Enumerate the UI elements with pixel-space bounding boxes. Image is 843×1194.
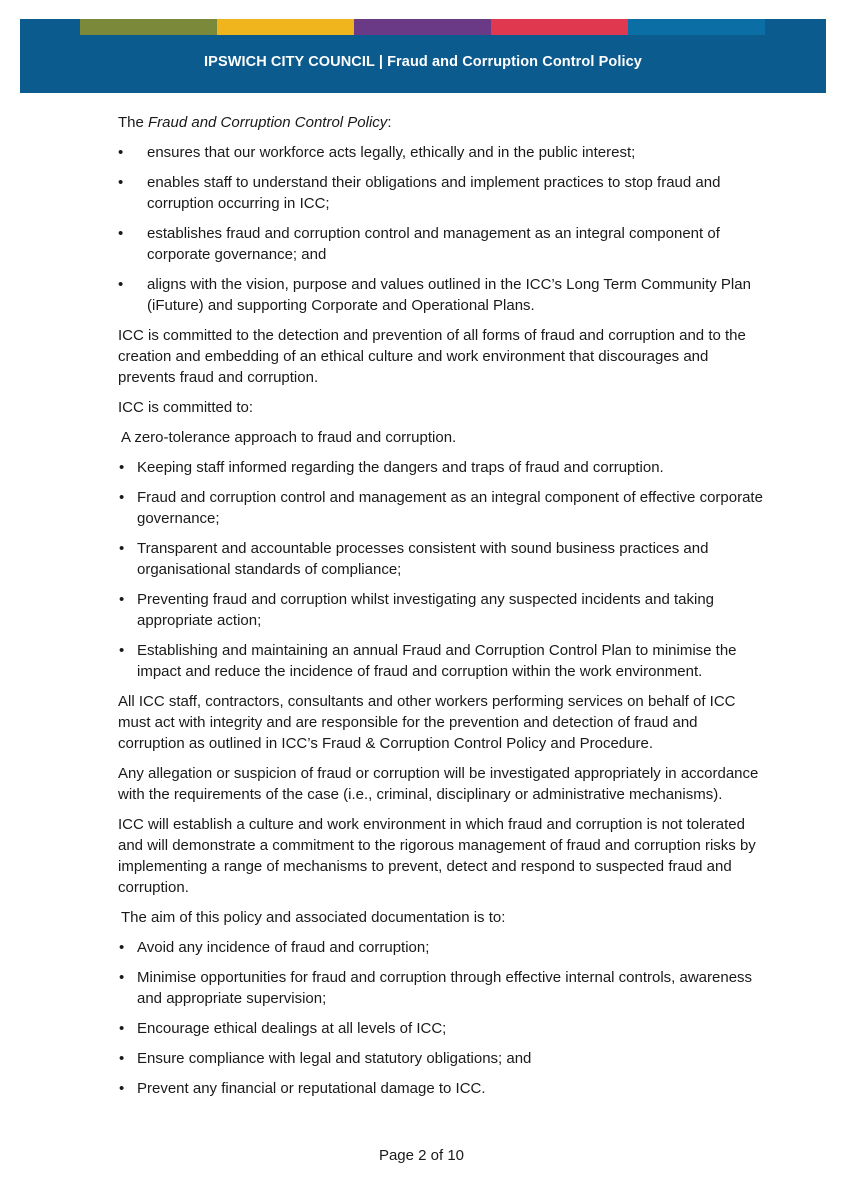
stripe-blue (628, 19, 765, 35)
page-number: Page 2 of 10 (378, 1147, 465, 1164)
list-item: • Prevent any financial or reputational damage to ICC. (118, 1078, 768, 1099)
commitment-bullet-list (118, 457, 768, 682)
document-header-title: IPSWICH CITY COUNCIL | Fraud and Corruption Control Policy (204, 54, 642, 70)
policy-name: Fraud and Corruption Control Policy (148, 114, 388, 131)
stripe-red (491, 19, 628, 35)
paragraph-committed-to: ICC is committed to: (118, 399, 254, 416)
list-item: • Ensure compliance with legal and statutory obligations; and (118, 1048, 768, 1069)
list-item: • ensures that our workforce acts legally, ethically and in the public interest; (118, 142, 768, 163)
stripe-purple (354, 19, 491, 35)
list-item: • Minimise opportunities for fraud and corruption through effective internal controls, awareness and appropriate supervision; (118, 967, 768, 1009)
intro-prefix: The (118, 114, 149, 131)
list-item: • Avoid any incidence of fraud and corruption; (118, 937, 768, 958)
list-item: • Preventing fraud and corruption whilst investigating any suspected incidents and taking appropriate action; (118, 589, 768, 631)
paragraph-committed-detection: ICC is committed to the detection and prevention of all forms of fraud and corruption and to the creation and embedding of an ethical culture and work environment that discourages and prevents fraud and corruption. (118, 327, 746, 386)
header-color-stripes (80, 19, 765, 35)
list-item: • Encourage ethical dealings at all levels of ICC; (118, 1018, 768, 1039)
paragraph-all-staff: All ICC staff, contractors, consultants and other workers performing services on behalf of ICC must act with integrity and are responsible for the prevention and detection of fraud and corruption as outlined in ICC’s Fraud & Corruption Control Policy and Procedure. (118, 693, 736, 752)
list-item: • Keeping staff informed regarding the dangers and traps of fraud and corruption. (118, 457, 768, 478)
intro-suffix: : (387, 114, 392, 131)
list-item: • enables staff to understand their obligations and implement practices to stop fraud and corruption occurring in ICC; (118, 172, 768, 214)
list-item: • Transparent and accountable processes consistent with sound business practices and organisational standards of compliance; (118, 538, 768, 580)
list-item: • Establishing and maintaining an annual Fraud and Corruption Control Plan to minimise the impact and reduce the incidence of fraud and corruption within the work environment. (118, 640, 768, 682)
aim-bullet-list (118, 937, 768, 1099)
list-item: • establishes fraud and corruption control and management as an integral component of corporate governance; and (118, 223, 768, 265)
policy-bullet-list (118, 142, 768, 316)
stripe-olive (80, 19, 217, 35)
document-body (118, 112, 768, 1108)
intro-paragraph (118, 112, 768, 133)
paragraph-culture: ICC will establish a culture and work environment in which fraud and corruption is not tolerated and will demonstrate a commitment to the rigorous management of fraud and corruption risks by implementing a range of mechanisms to prevent, detect and respond to suspected fraud and corruption. (118, 816, 756, 896)
paragraph-aim: The aim of this policy and associated documentation is to: (121, 909, 506, 926)
stripe-yellow (217, 19, 354, 35)
list-item: • aligns with the vision, purpose and values outlined in the ICC’s Long Term Community Plan (iFuture) and supporting Corporate and Operational Plans. (118, 274, 768, 316)
zero-tolerance-line: A zero-tolerance approach to fraud and corruption. (121, 429, 457, 446)
list-item: • Fraud and corruption control and management as an integral component of effective corporate governance; (118, 487, 768, 529)
paragraph-allegation: Any allegation or suspicion of fraud or corruption will be investigated appropriately in accordance with the requirements of the case (i.e., criminal, disciplinary or administrative mechanisms). (118, 765, 759, 803)
